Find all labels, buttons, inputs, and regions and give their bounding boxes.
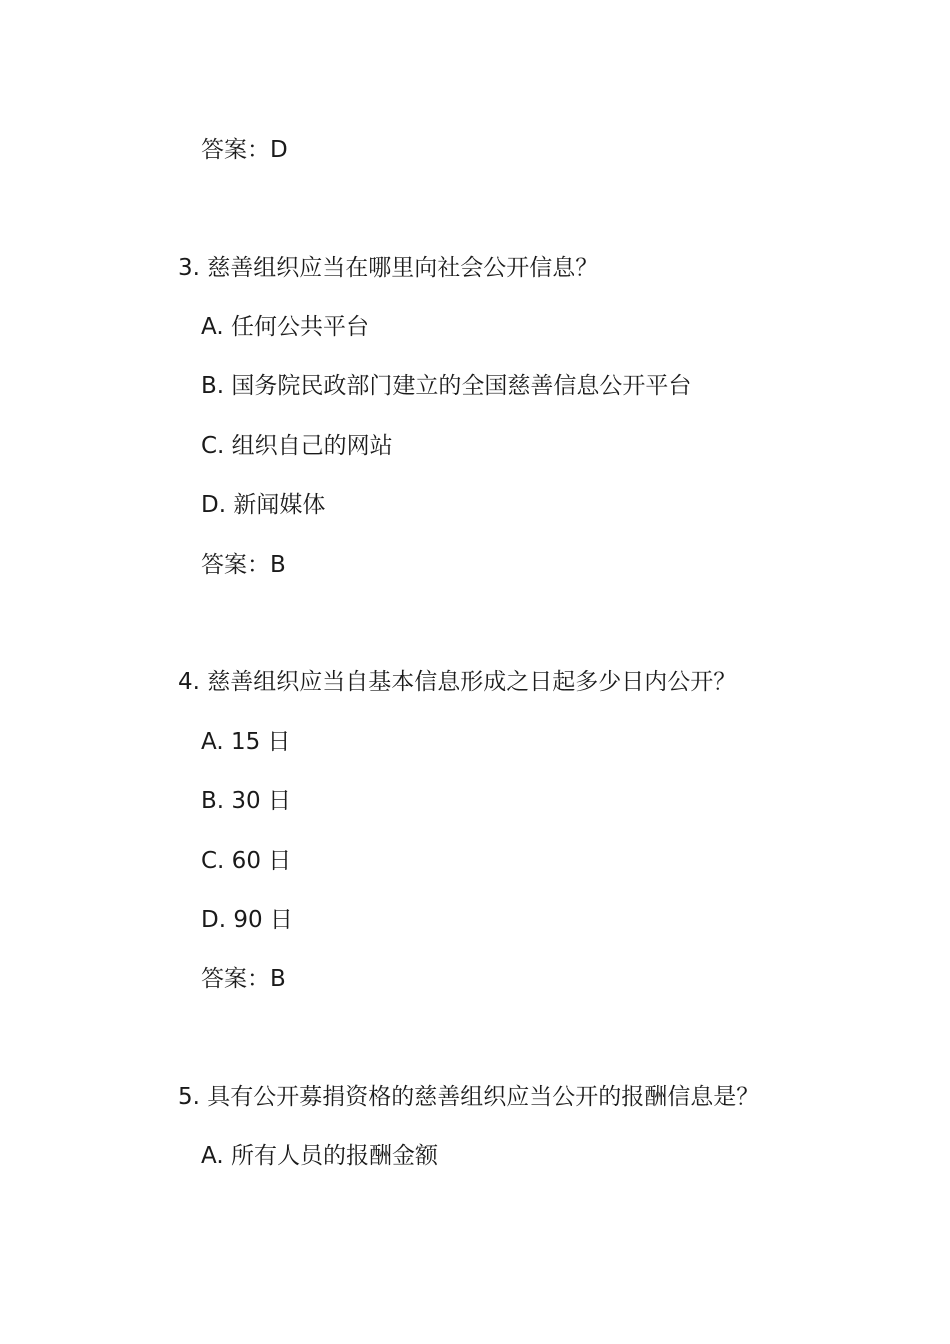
question-3-option-a: A. 任何公共平台 [201, 314, 369, 340]
question-5: 5. 具有公开募捐资格的慈善组织应当公开的报酬信息是？ [178, 1084, 760, 1110]
question-3: 3. 慈善组织应当在哪里向社会公开信息？ [178, 255, 599, 281]
question-3-option-d: D. 新闻媒体 [201, 492, 326, 518]
question-5-option-a: A. 所有人员的报酬金额 [201, 1143, 438, 1169]
question-3-answer: 答案：B [201, 552, 286, 578]
question-4-option-c: C. 60 日 [201, 848, 292, 874]
question-4-answer: 答案：B [201, 966, 286, 992]
question-4-option-b: B. 30 日 [201, 788, 291, 814]
question-4-option-d: D. 90 日 [201, 907, 293, 933]
question-3-option-c: C. 组织自己的网站 [201, 433, 393, 459]
question-4: 4. 慈善组织应当自基本信息形成之日起多少日内公开？ [178, 669, 737, 695]
question-3-option-b: B. 国务院民政部门建立的全国慈善信息公开平台 [201, 373, 692, 399]
answer-prev: 答案：D [201, 137, 288, 163]
question-4-option-a: A. 15 日 [201, 729, 291, 755]
